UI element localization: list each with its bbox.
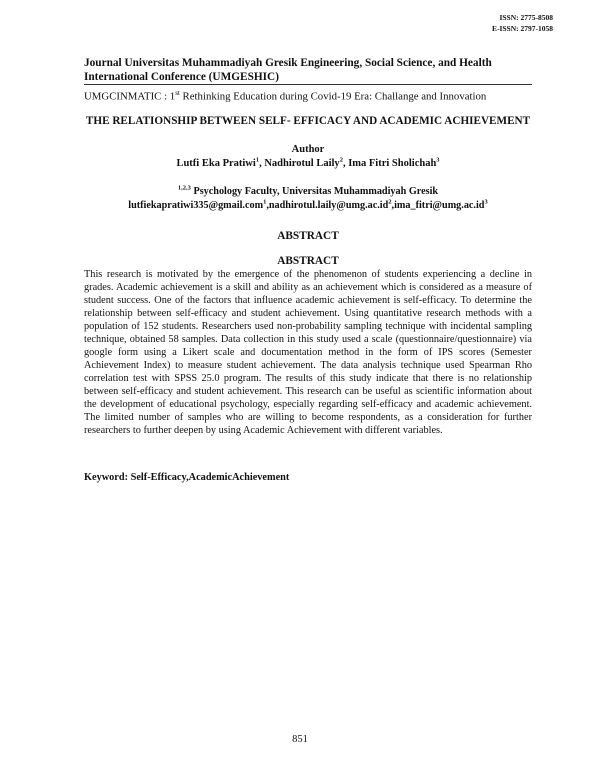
email-list [84,199,532,212]
author-label: Author [291,144,325,155]
eissn-text: E-ISSN: 2797-1058 [491,24,553,33]
keywords: Keyword: Self-Efficacy,AcademicAchievement [84,472,290,483]
author-name: Nadhirotul Laily [264,158,340,169]
abstract-body: This research is motivated by the emergence of the phenomenon of students experiencing a decline in grades. Academic achievement is a skill and ability as an achievement which is considered as a measure of student success. One of the factors that influence academic achievement is self-efficacy. To determine the relationship between self-efficacy and student achievement. Using quantitative research methods with a population of 152 students. Researchers used non-probability sampling technique with incidental sampling technique, obtained 58 samples. Data collection in this study used a scale (questionnaire/questionnaire) via google form using a Likert scale and documentation method in the form of IPS scores (Semester Achievement Index) to measure student achievement. The data analysis technique used Spearman Rho correlation test with SPSS 25.0 program. The results of this study indicate that there is no relationship between self-efficacy and student achievement. This research can be useful as scientific information about the development of educational psychology, especially regarding self-efficacy and academic achievement. The limited number of samples who are willing to become respondents, as a consideration for further researchers to further deepen by using Academic Achievement with different variables. [84,269,532,436]
affiliation-sup: 1,2,3 [177,184,191,192]
author-name: Lutfi Eka Pratiwi [176,158,256,169]
conference-prefix: UMGCINMATIC : 1 [84,90,176,103]
email-sep: , [266,200,269,211]
affiliation [84,185,532,198]
conference-rest: Rethinking Education during Covid-19 Era: Challange and Innovation [179,90,487,103]
email-sup: 3 [484,198,488,206]
email-link[interactable]: lutfiekapratiwi335@gmail.com [128,200,264,211]
author-sep: , [342,158,349,169]
author-sup: 3 [436,156,440,164]
author-sep: , [259,158,265,169]
email-link[interactable]: ima_fitri@umg.ac.id [394,200,485,211]
author-name: Ima Fitri Sholichah [348,158,437,169]
paper-title: THE RELATIONSHIP BETWEEN SELF- EFFICACY AND ACADEMIC ACHIEVEMENT [85,115,531,127]
author-sup: 2 [339,156,343,164]
abstract-subheading: ABSTRACT [277,255,339,267]
journal-title: Journal Universitas Muhammadiyah Gresik Engineering, Social Science, and Health International Conference (UMGESHIC) [84,57,492,83]
abstract-heading: ABSTRACT [277,230,339,242]
conference-sup: st [175,89,180,97]
issn-text: ISSN: 2775-8508 [499,13,553,22]
email-sup: 2 [388,198,392,206]
email-sep: , [391,200,395,211]
email-sup: 1 [263,198,267,206]
issn-block [492,12,553,34]
author-list [84,157,532,170]
author-sup: 1 [255,156,260,164]
conference-line [84,84,532,105]
email-link[interactable]: nadhirotul.laily@umg.ac.id [268,200,389,211]
page-number: 851 [292,734,308,745]
affiliation-text: Psychology Faculty, Universitas Muhammadiyah Gresik [190,186,439,197]
